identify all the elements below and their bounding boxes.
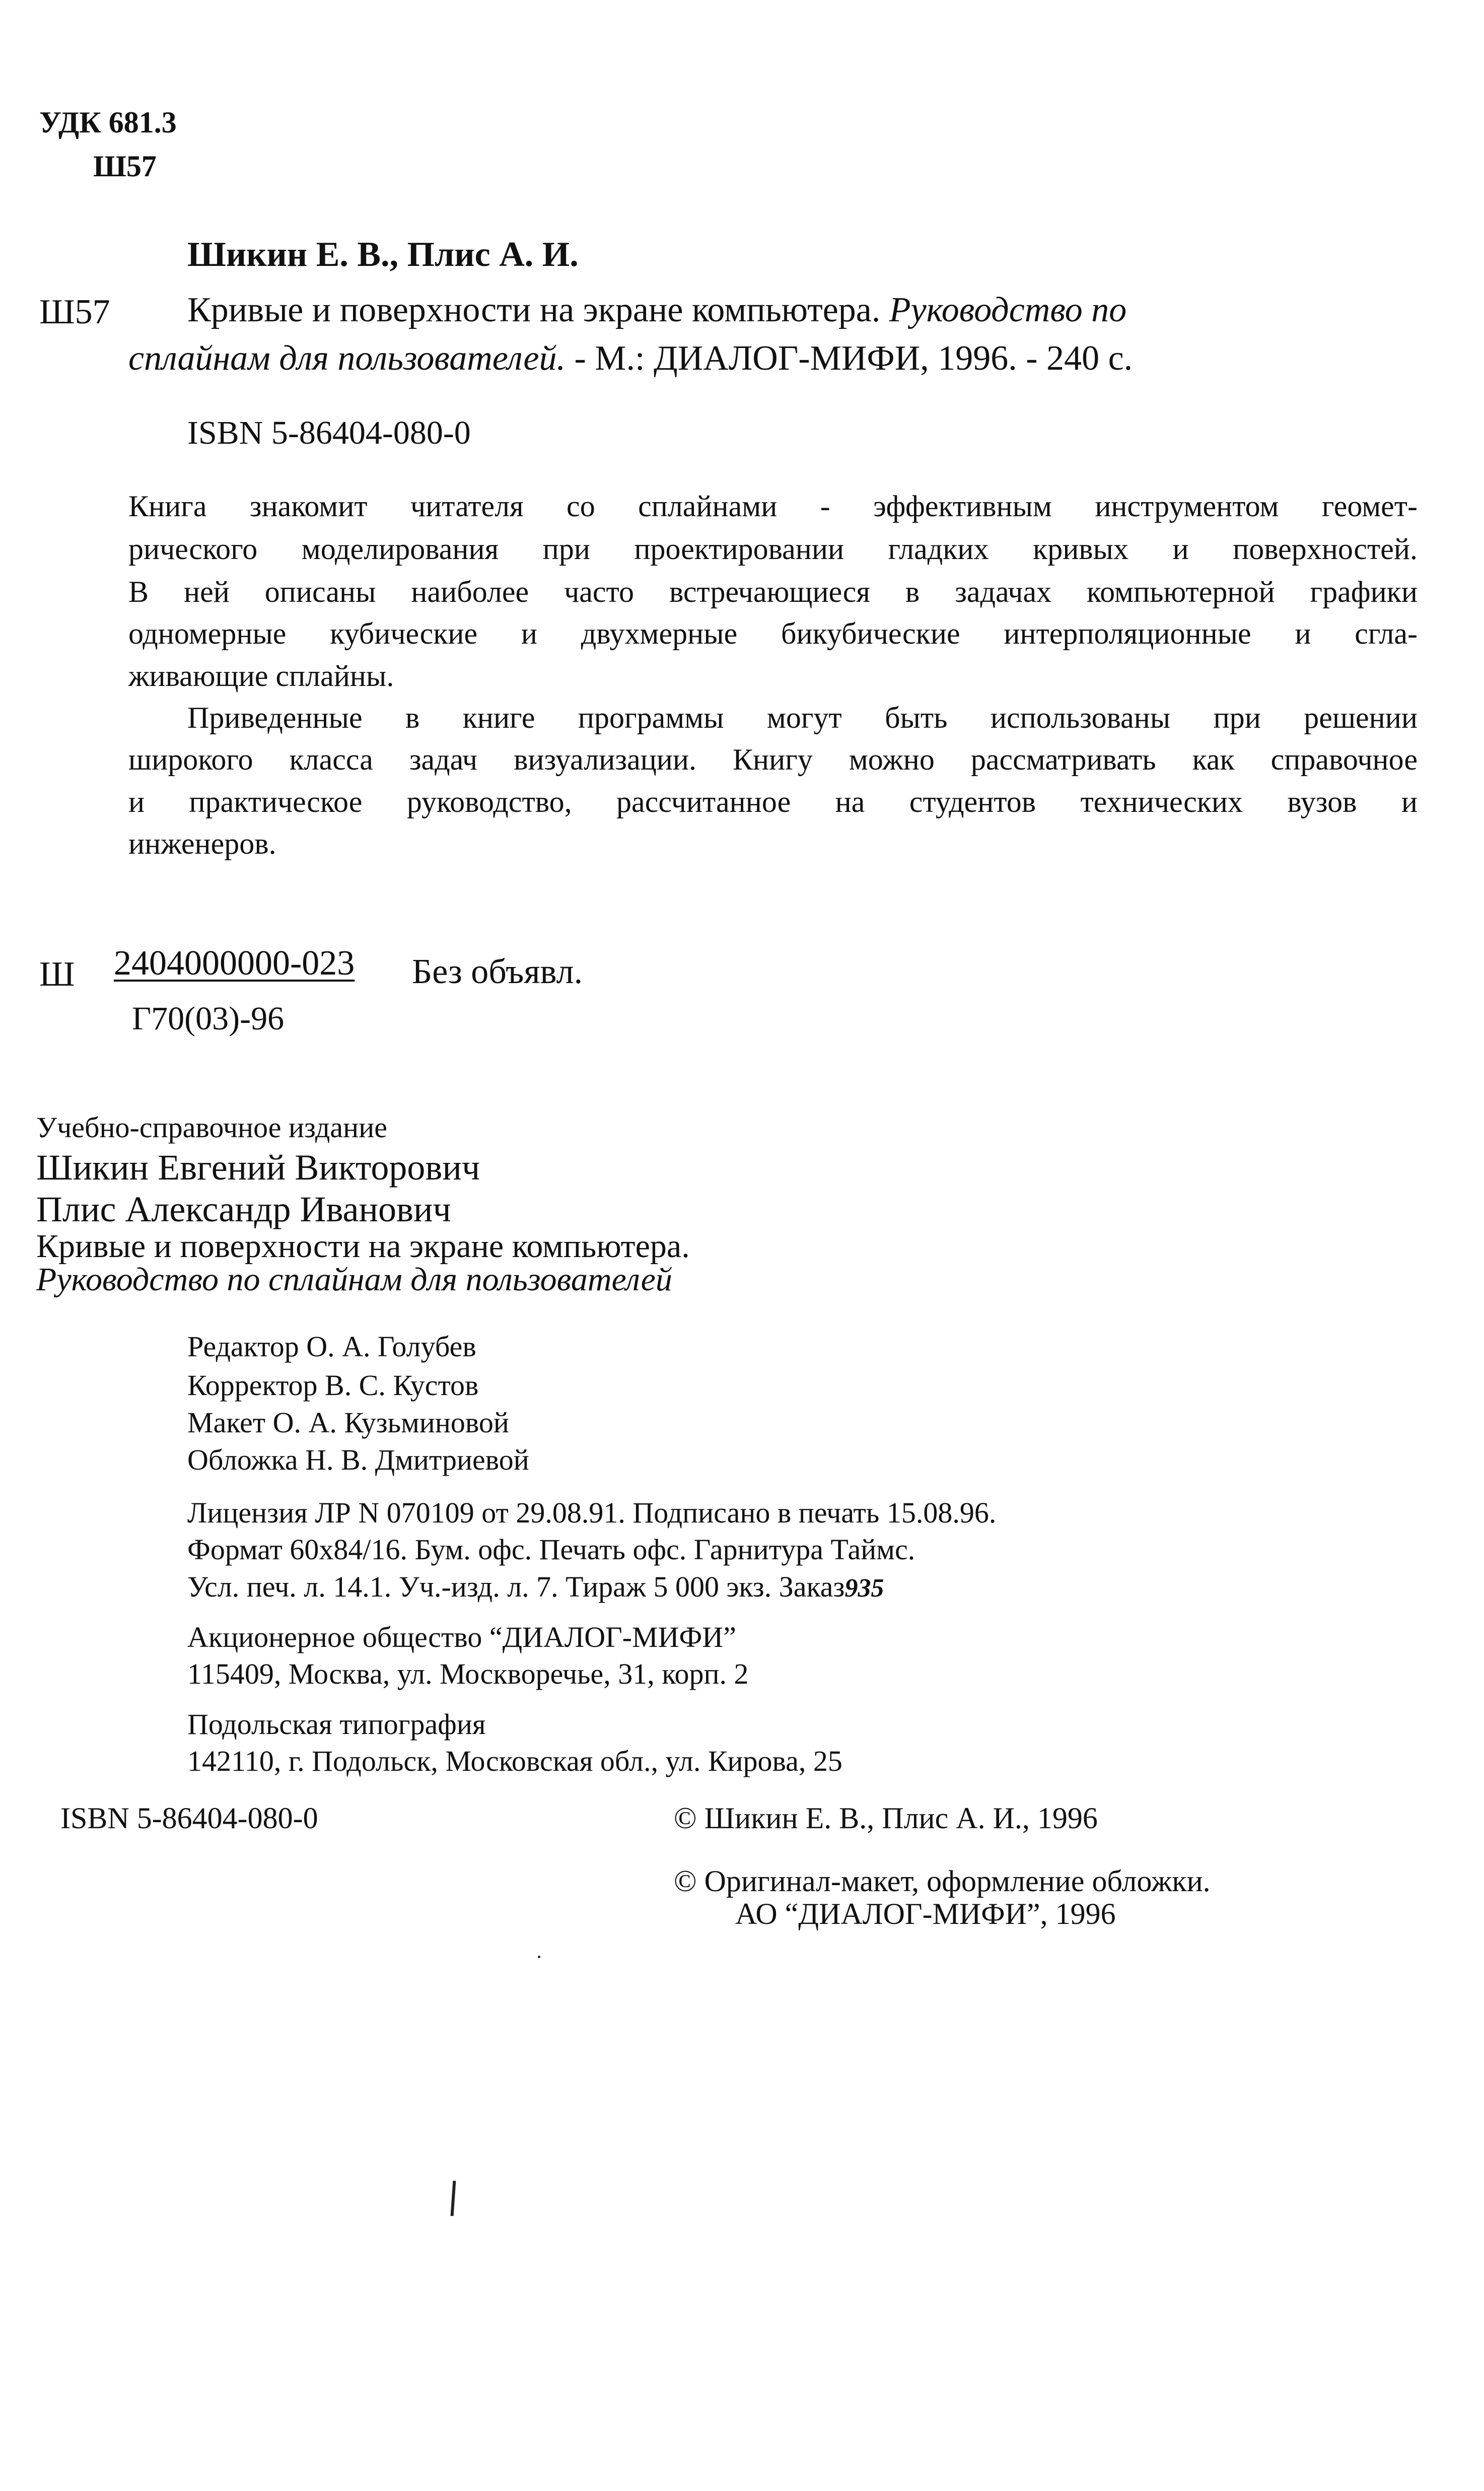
annotation-line: рического моделирования при проектировании гладких кривых и поверхностей. <box>128 532 1418 566</box>
credit-cover: Обложка Н. В. Дмитриевой <box>187 1443 529 1476</box>
footer-copyright-layout: © Оригинал-макет, оформление обложки. <box>674 1864 1211 1898</box>
annotation-line: широкого класса задач визуализации. Книгу можно рассматривать как справочное <box>128 743 1418 776</box>
footer-isbn: ISBN 5-86404-080-0 <box>60 1802 318 1835</box>
catalog-authors: Шикин Е. В., Плис А. И. <box>187 235 579 274</box>
pricing-denominator: Г70(03)-96 <box>132 1000 285 1037</box>
annotation-line: одномерные кубические и двухмерные бикубические интерполяционные и сгла- <box>128 617 1418 650</box>
credit-editor: Редактор О. А. Голубев <box>187 1330 476 1363</box>
udc-author-mark: Ш57 <box>93 150 157 183</box>
colophon-author1: Шикин Евгений Викторович <box>36 1147 480 1188</box>
annotation-line: Приведенные в книге программы могут быть использованы при решении <box>187 701 1418 734</box>
catalog-mark: Ш57 <box>39 293 110 331</box>
pricing-numerator: 2404000000-023 <box>114 944 355 983</box>
catalog-isbn: ISBN 5-86404-080-0 <box>187 414 471 451</box>
annotation-line: инженеров. <box>128 827 276 860</box>
catalog-title-line1 <box>187 293 1126 328</box>
publisher-name: Акционерное общество “ДИАЛОГ-МИФИ” <box>187 1621 736 1653</box>
colophon-subtitle: Руководство по сплайнам для пользователей <box>36 1261 672 1298</box>
publisher-address: 115409, Москва, ул. Москворечье, 31, корп. 2 <box>187 1657 749 1690</box>
pricing-letter: Ш <box>39 955 75 994</box>
annotation-line: Книга знакомит читателя со сплайнами - эффективным инструментом геомет- <box>128 490 1418 523</box>
catalog-title-italic: Руководство по <box>889 291 1127 329</box>
catalog-title-line2 <box>128 341 1133 376</box>
credit-proofreader: Корректор В. С. Кустов <box>187 1369 479 1402</box>
scan-mark <box>451 2181 456 2216</box>
footer-copyright-publisher: АО “ДИАЛОГ-МИФИ”, 1996 <box>735 1897 1116 1930</box>
print-run-text: Усл. печ. л. 14.1. Уч.-изд. л. 7. Тираж 5 000 экз. Заказ <box>187 1570 845 1603</box>
annotation-line: живающие сплайны. <box>128 659 394 693</box>
colophon-title: Кривые и поверхности на экране компьютера. <box>36 1228 690 1265</box>
annotation-line: В ней описаны наиболее часто встречающиеся в задачах компьютерной графики <box>128 575 1418 608</box>
edition-type: Учебно-справочное издание <box>36 1111 387 1144</box>
credit-layout: Макет О. А. Кузьминовой <box>187 1406 509 1439</box>
colophon-author2: Плис Александр Иванович <box>36 1189 451 1229</box>
footer-copyright-authors: © Шикин Е. В., Плис А. И., 1996 <box>674 1802 1098 1835</box>
printer-address: 142110, г. Подольск, Московская обл., ул. Кирова, 25 <box>187 1745 842 1777</box>
print-license: Лицензия ЛР N 070109 от 29.08.91. Подписано в печать 15.08.96. <box>187 1496 997 1529</box>
udc-label: УДК 681.3 <box>39 106 177 139</box>
pricing-note: Без объявл. <box>412 952 583 991</box>
catalog-title-italic-cont: сплайнам для пользователей. <box>128 339 566 378</box>
catalog-title-plain: Кривые и поверхности на экране компьютера. <box>187 291 881 329</box>
print-run <box>187 1572 884 1602</box>
printer-name: Подольская типография <box>187 1708 486 1741</box>
order-number: 935 <box>844 1574 884 1603</box>
annotation-line: и практическое руководство, рассчитанное на студентов технических вузов и <box>128 785 1418 818</box>
scan-speck <box>538 1956 540 1958</box>
print-format: Формат 60х84/16. Бум. офс. Печать офс. Гарнитура Таймс. <box>187 1533 915 1566</box>
catalog-imprint: - М.: ДИАЛОГ-МИФИ, 1996. - 240 с. <box>574 339 1133 378</box>
